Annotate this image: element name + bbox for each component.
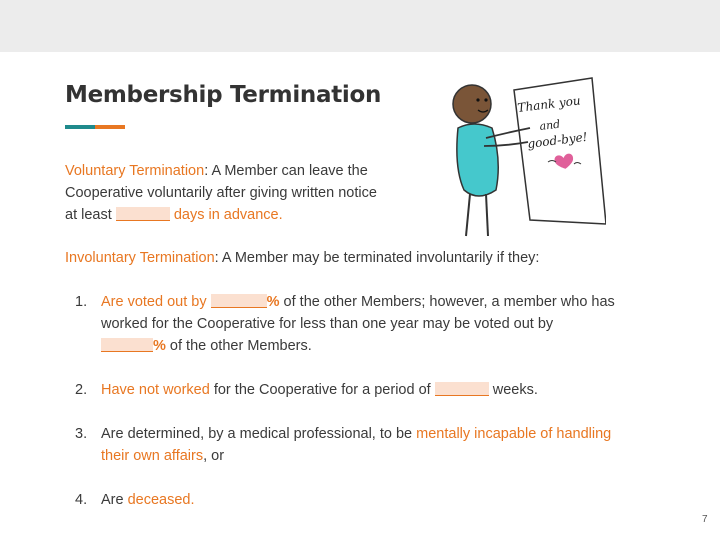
involuntary-termination-paragraph (65, 247, 665, 269)
list-item (75, 379, 675, 401)
top-bar (0, 0, 720, 52)
percent-blank-1 (211, 294, 267, 308)
title-accent-orange (95, 125, 125, 129)
voluntary-line2: Cooperative voluntarily after giving written notice (65, 185, 377, 201)
list-number: 2. (75, 382, 88, 398)
list-item (75, 423, 675, 467)
note-line1: Thank you (516, 93, 582, 115)
voluntary-line1: : A Member can leave the (204, 163, 368, 179)
note-line3: good-bye! (526, 129, 589, 151)
list-item (75, 291, 675, 357)
note-line2: and (538, 117, 561, 133)
termination-conditions-list (75, 291, 675, 511)
involuntary-rest: : A Member may be terminated involuntarily if they: (214, 250, 540, 266)
item2-highlight: Have not worked (101, 382, 210, 398)
list-number: 3. (75, 426, 88, 442)
percent-sign-1: % (266, 294, 280, 310)
slide-title: Membership Termination (65, 82, 382, 108)
weeks-blank (435, 382, 489, 396)
page-number: 7 (702, 514, 708, 525)
percent-sign-2: % (153, 338, 166, 354)
item4-highlight: deceased. (127, 492, 195, 508)
item2-mid: for the Cooperative for a period of (209, 382, 435, 398)
voluntary-line3-start: at least (65, 207, 112, 223)
item3-highlight-2: their own affairs (101, 448, 204, 464)
item1-line2: worked for the Cooperative for less than one year may be voted out by (101, 316, 554, 332)
list-number: 1. (75, 294, 88, 310)
voluntary-line3-end: days in advance. (173, 207, 283, 223)
percent-blank-2 (101, 338, 153, 352)
involuntary-heading: Involuntary Termination (65, 250, 215, 266)
days-blank (116, 207, 170, 221)
item3-end: , or (203, 448, 225, 464)
item3-start: Are determined, by a medical professional, to be (101, 426, 417, 442)
voluntary-termination-paragraph (65, 160, 425, 226)
item4-start: Are (101, 492, 128, 508)
thank-you-illustration-icon (436, 60, 606, 240)
voluntary-heading: Voluntary Termination (65, 163, 205, 179)
item1-line1-rest: of the other Members; however, a member who has (279, 294, 615, 310)
list-item (75, 489, 675, 511)
item3-highlight: mentally incapable of handling (416, 426, 612, 442)
list-number: 4. (75, 492, 88, 508)
item1-highlight: Are voted out by (101, 294, 207, 310)
item2-end: weeks. (488, 382, 538, 398)
title-accent-teal (65, 125, 95, 129)
item1-line3-rest: of the other Members. (165, 338, 312, 354)
